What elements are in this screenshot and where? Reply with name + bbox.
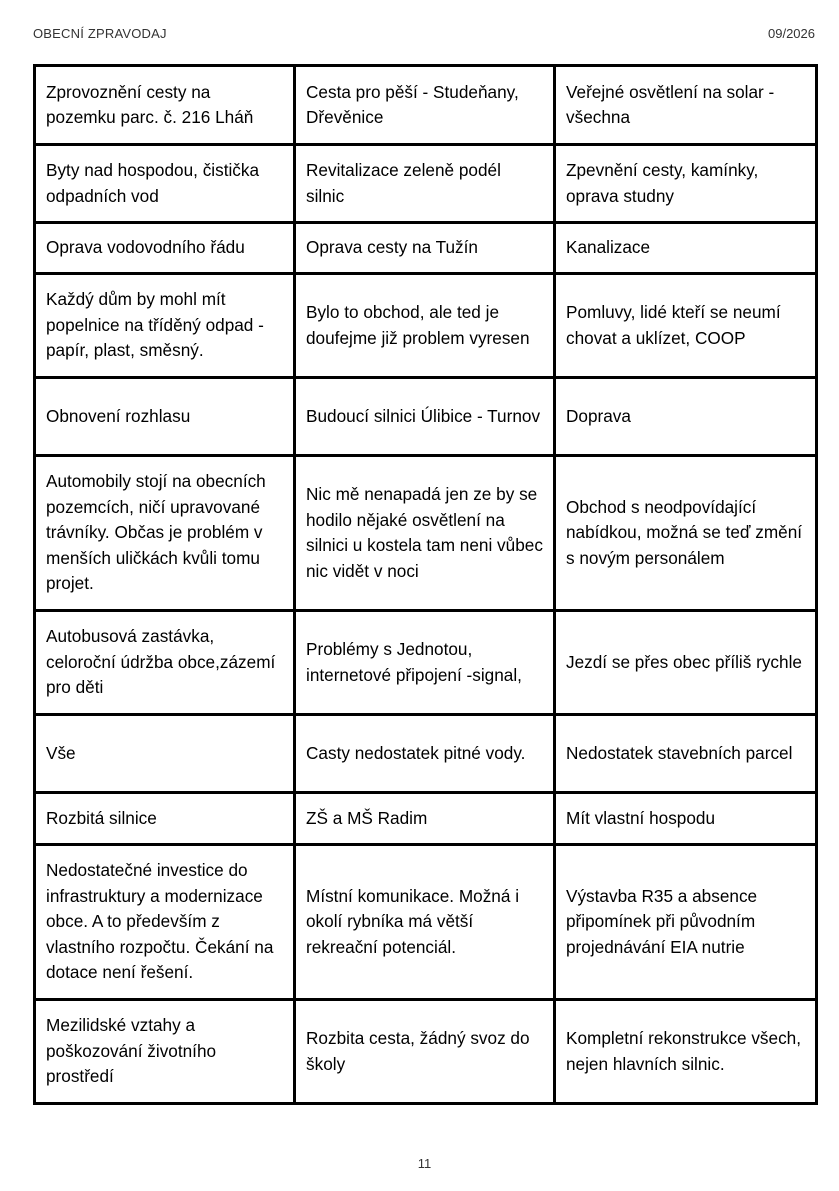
table-cell: Kanalizace: [555, 223, 817, 274]
table-cell: Problémy s Jednotou, internetové připojení -signal,: [295, 611, 555, 715]
table-cell: Rozbitá silnice: [35, 793, 295, 845]
responses-table: [33, 64, 818, 1105]
table-cell: Budoucí silnici Úlibice - Turnov: [295, 378, 555, 456]
table-row: [35, 611, 817, 715]
table-row: [35, 223, 817, 274]
table-cell: Mezilidské vztahy a poškozování životního prostředí: [35, 1000, 295, 1104]
table-row: [35, 793, 817, 845]
table-cell: Zpevnění cesty, kamínky, oprava studny: [555, 145, 817, 223]
table-cell: Každý dům by mohl mít popelnice na tříděný odpad - papír, plast, směsný.: [35, 274, 295, 378]
table-cell: Revitalizace zeleně podél silnic: [295, 145, 555, 223]
table-cell: Obnovení rozhlasu: [35, 378, 295, 456]
table-cell: Autobusová zastávka, celoroční údržba obce,zázemí pro děti: [35, 611, 295, 715]
table-cell: Obchod s neodpovídající nabídkou, možná se teď změní s novým personálem: [555, 456, 817, 611]
table-cell: Automobily stojí na obecních pozemcích, ničí upravované trávníky. Občas je problém v menších uličkách kvůli tomu projet.: [35, 456, 295, 611]
newsletter-title: OBECNÍ ZPRAVODAJ: [33, 26, 167, 41]
table-cell: Veřejné osvětlení na solar - všechna: [555, 66, 817, 145]
table-cell: Byty nad hospodou, čistička odpadních vod: [35, 145, 295, 223]
table-cell: Nedostatek stavebních parcel: [555, 715, 817, 793]
table-cell: Vše: [35, 715, 295, 793]
table-cell: Jezdí se přes obec příliš rychle: [555, 611, 817, 715]
table-row: [35, 845, 817, 1000]
table-cell: Nedostatečné investice do infrastruktury a modernizace obce. A to především z vlastního rozpočtu. Čekání na dotace není řešení.: [35, 845, 295, 1000]
table-row: [35, 456, 817, 611]
table-cell: Místní komunikace. Možná i okolí rybníka má větší rekreační potenciál.: [295, 845, 555, 1000]
table-row: [35, 1000, 817, 1104]
table-row: [35, 378, 817, 456]
table-cell: Cesta pro pěší - Studeňany, Dřevěnice: [295, 66, 555, 145]
issue-date: 09/2026: [768, 26, 815, 41]
table-row: [35, 274, 817, 378]
table-cell: Kompletní rekonstrukce všech, nejen hlavních silnic.: [555, 1000, 817, 1104]
table-cell: ZŠ a MŠ Radim: [295, 793, 555, 845]
table-cell: Zprovoznění cesty na pozemku parc. č. 216 Lháň: [35, 66, 295, 145]
page-number: 11: [417, 1156, 432, 1171]
table-cell: Nic mě nenapadá jen ze by se hodilo nějaké osvětlení na silnici u kostela tam neni vůbec nic vidět v noci: [295, 456, 555, 611]
table-cell: Doprava: [555, 378, 817, 456]
table-cell: Casty nedostatek pitné vody.: [295, 715, 555, 793]
table-row: [35, 145, 817, 223]
table-cell: Pomluvy, lidé kteří se neumí chovat a uklízet, COOP: [555, 274, 817, 378]
table-cell: Oprava cesty na Tužín: [295, 223, 555, 274]
table-cell: Oprava vodovodního řádu: [35, 223, 295, 274]
table-cell: Rozbita cesta, žádný svoz do školy: [295, 1000, 555, 1104]
table-cell: Bylo to obchod, ale ted je doufejme již problem vyresen: [295, 274, 555, 378]
table-cell: Výstavba R35 a absence připomínek při původním projednávání EIA nutrie: [555, 845, 817, 1000]
table-row: [35, 715, 817, 793]
table-cell: Mít vlastní hospodu: [555, 793, 817, 845]
table-row: [35, 66, 817, 145]
